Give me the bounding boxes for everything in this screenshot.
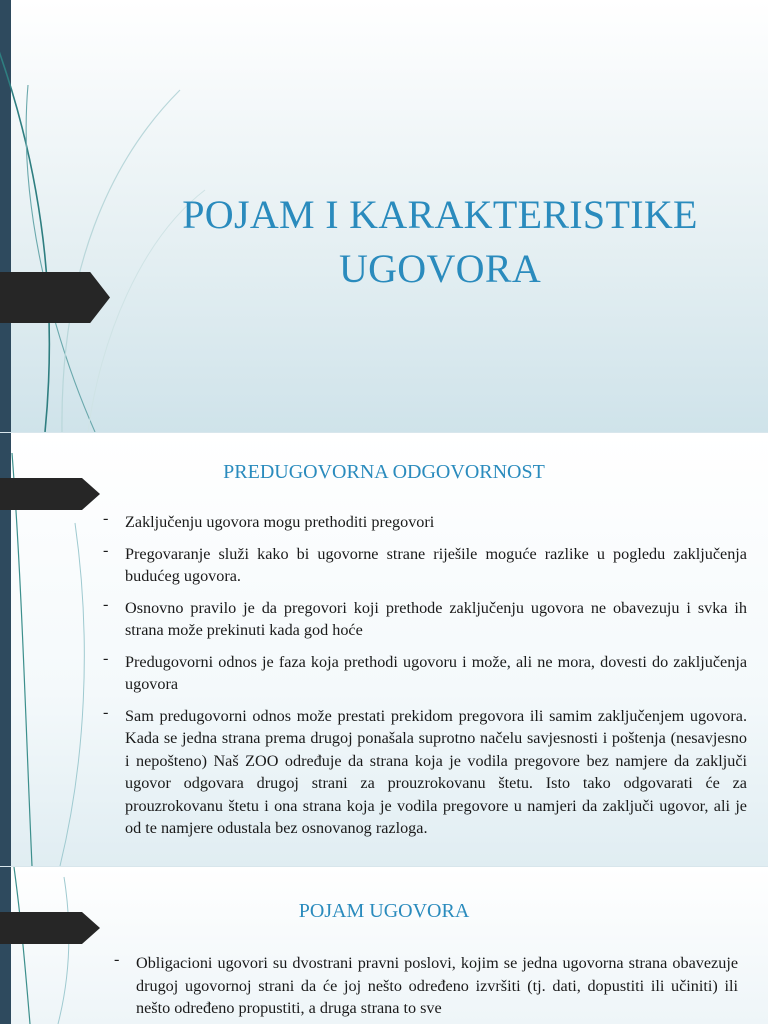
list-item xyxy=(103,540,747,588)
bullet-list xyxy=(114,950,738,1024)
slide-heading: PREDUGOVORNA ODGOVORNOST xyxy=(223,461,545,483)
bullet-marker: - xyxy=(103,540,109,559)
slide-heading: POJAM UGOVORA xyxy=(298,900,470,922)
list-item xyxy=(103,509,747,534)
predugovorna-slide xyxy=(0,433,768,866)
bullet-marker: - xyxy=(114,950,120,968)
bullet-marker: - xyxy=(103,702,109,721)
list-item-text: Pregovaranje služi kako bi ugovorne strane riješile moguće razlike u pogledu zaključenja budućeg ugovora. xyxy=(125,544,747,585)
list-item-text: Osnovno pravilo je da pregovori koji prethode zaključenju ugovora ne obavezuju i svka ih strana može prekinuti kada god hoće xyxy=(125,598,747,639)
list-item-text: Obligacioni ugovori su dvostrani pravni poslovi, kojim se jedna ugovorna strana obavezuje drugoj ugovornoj strani da će joj nešto određeno izvršiti (tj. dati, dopustiti ili učiniti) ili nešto određeno propustiti, a druga strana to sve xyxy=(136,954,738,1017)
list-item-text: Zaključenju ugovora mogu prethoditi pregovori xyxy=(125,513,435,531)
bullet-marker: - xyxy=(103,648,109,667)
list-item xyxy=(114,950,738,1020)
title-line-2: UGOVORA xyxy=(338,246,542,291)
title-slide xyxy=(0,0,768,432)
list-item-text: Sam predugovorni odnos može prestati prekidom pregovora ili samim zaključenjem ugovora. Kada se jedna strana prema drugoj ponašala suprotno načelu savjesnosti i poštenja (nesavjesno i nepošteno) Naš ZOO određuje da strana koja je vodila pregovore bez namjere da zaključi ugovor odgovara drugoj strani za prouzrokovanu štetu. Isto tako odgovarati će za prouzrokovanu štetu i ona strana koja je vodila pregovore u namjeri da zaključi ugovor, ali je od te namjere odustala bez osnovanog razloga. xyxy=(125,706,747,837)
list-item-text: Predugovorni odnos je faza koja prethodi ugovoru i može, ali ne mora, dovesti do zaključenja ugovora xyxy=(125,652,747,693)
bullet-list xyxy=(103,509,747,849)
list-item xyxy=(103,648,747,696)
presentation-title xyxy=(120,188,760,296)
bullet-marker: - xyxy=(103,594,109,613)
list-item xyxy=(103,702,747,840)
pojam-ugovora-slide xyxy=(0,867,768,1024)
title-line-1: POJAM I KARAKTERISTIKE xyxy=(182,192,698,237)
decorative-curves xyxy=(0,867,120,1024)
list-item xyxy=(103,594,747,642)
slide-tab xyxy=(0,272,110,323)
bullet-marker: - xyxy=(103,509,109,527)
